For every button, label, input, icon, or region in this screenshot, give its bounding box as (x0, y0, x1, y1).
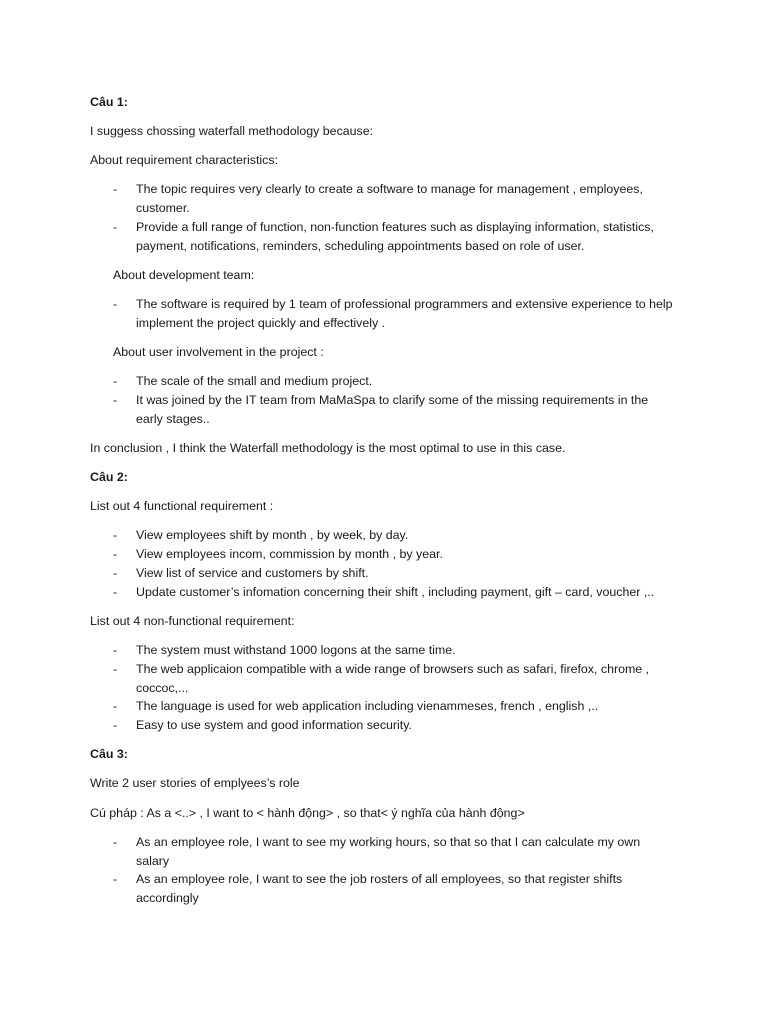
bullet-dash: - (113, 643, 118, 657)
bullet-dash: - (113, 547, 118, 561)
bullet-dash: - (113, 566, 118, 580)
bullet-dash: - (113, 872, 118, 886)
list-item-text: The scale of the small and medium project. (136, 374, 373, 388)
q1-intro: I suggess chossing waterfall methodology because: (90, 124, 374, 138)
bullet-dash: - (113, 374, 118, 388)
q3-intro: Write 2 user stories of emplyees’s role (90, 776, 300, 790)
list-item-text: As an employee role, I want to see the job rosters of all employees, so that register shifts accordingly (136, 872, 623, 905)
bullet-dash: - (113, 699, 118, 713)
list-item-text: View employees shift by month , by week, by day. (136, 528, 409, 542)
bullet-dash: - (113, 220, 118, 234)
q2-heading: Câu 2: (90, 470, 128, 484)
list-item-text: The topic requires very clearly to create a software to manage for management , employees, customer. (136, 182, 643, 215)
bullet-dash: - (113, 393, 118, 407)
bullet-dash: - (113, 528, 118, 542)
q2-func-heading: List out 4 functional requirement : (90, 499, 274, 513)
list-item-text: The system must withstand 1000 logons at the same time. (136, 643, 456, 657)
q3-syntax: Cú pháp : As a <..> , I want to < hành động> , so that< ý nghĩa của hành động> (90, 806, 525, 820)
list-item-text: As an employee role, I want to see my working hours, so that so that I can calculate my own salary (136, 835, 641, 868)
list-item-text: Update customer’s infomation concerning their shift , including payment, gift – card, voucher ,.. (136, 585, 655, 599)
list-item-text: Provide a full range of function, non-function features such as displaying information, statistics, payment, notifications, reminders, scheduling appointments based on role of user. (136, 220, 654, 253)
bullet-dash: - (113, 835, 118, 849)
bullet-dash: - (113, 585, 118, 599)
list-item-text: Easy to use system and good information security. (136, 718, 412, 732)
q1-heading: Câu 1: (90, 95, 128, 109)
list-item-text: The software is required by 1 team of professional programmers and extensive experience to help implement the project quickly and effectively . (136, 297, 673, 330)
list-item-text: It was joined by the IT team from MaMaSpa to clarify some of the missing requirements in the early stages.. (136, 393, 649, 426)
q1-user-heading: About user involvement in the project : (113, 345, 324, 359)
q3-heading: Câu 3: (90, 747, 128, 761)
q1-req-heading: About requirement characteristics: (90, 153, 279, 167)
list-item-text: View employees incom, commission by month , by year. (136, 547, 443, 561)
bullet-dash: - (113, 297, 118, 311)
q1-team-heading: About development team: (113, 268, 255, 282)
list-item-text: View list of service and customers by shift. (136, 566, 369, 580)
list-item-text: The web applicaion compatible with a wide range of browsers such as safari, firefox, chrome , coccoc,... (136, 662, 650, 695)
list-item-text: The language is used for web application including vienammeses, french , english ,.. (136, 699, 599, 713)
bullet-dash: - (113, 182, 118, 196)
bullet-dash: - (113, 718, 118, 732)
q1-conclusion: In conclusion , I think the Waterfall methodology is the most optimal to use in this case. (90, 441, 566, 455)
q2-nonfunc-heading: List out 4 non-functional requirement: (90, 614, 295, 628)
bullet-dash: - (113, 662, 118, 676)
